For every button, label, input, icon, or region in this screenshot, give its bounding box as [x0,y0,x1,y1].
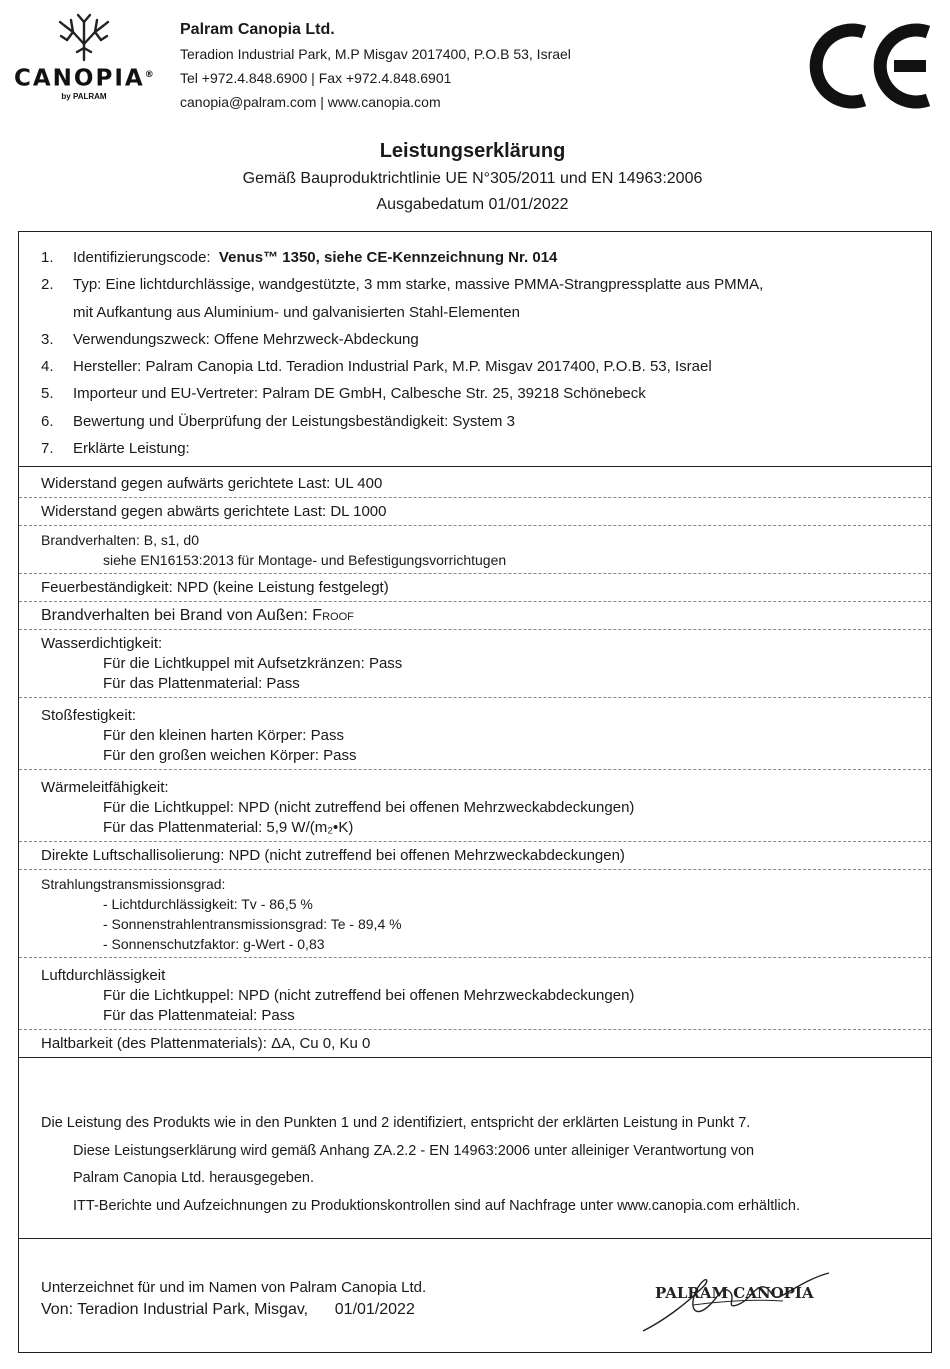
declaration-frame [18,231,932,1353]
company-email-web: canopia@palram.com | www.canopia.com [180,94,441,110]
performance-table [19,467,931,1087]
list-item: 6. Bewertung und Überprüfung der Leistungsbeständigkeit: System 3 [41,412,515,430]
title-block [0,136,945,218]
issue-date: Ausgabedatum 01/01/2022 [376,196,569,213]
declaration-statement: Die Leistung des Produkts wie in den Punkten 1 und 2 identifiziert, entspricht der erklärten Leistung in Punkt 7. Diese Leistungserklärung wird gemäß Anhang ZA.2.2 - EN 14963:2006 unter alleiniger Verantwortung von Palram Canopia Ltd. herausgegeben. ITT-Berichte und Aufzeichnungen zu Produktionskontrollen sind auf Nachfrage unter www.canopia.com erhältlich. [41,1115,801,1214]
signatory-block [41,1277,426,1321]
company-name: Palram Canopia Ltd. [180,21,335,38]
regulation-subtitle: Gemäß Bauproduktrichtlinie UE N°305/2011 und EN 14963:2006 [242,170,703,187]
signature-section [19,1238,931,1354]
list-item: 7. Erklärte Leistung: [41,440,190,458]
list-item: 4. Hersteller: Palram Canopia Ltd. Teradion Industrial Park, M.P. Misgav 2017400, P.O.B. 53, Israel [41,358,712,376]
watertightness-row: Wasserdichtigkeit: Für die Lichtkuppel mit Aufsetzkränzen: Pass Für das Plattenmaterial: Pass [19,630,931,698]
identification-label: Identifizierungscode: [73,249,219,266]
impact-resistance-row: Stoßfestigkeit: Für den kleinen harten Körper: Pass Für den großen weichen Körper: Pass [19,698,931,770]
company-phone-fax: Tel +972.4.848.6900 | Fax +972.4.848.6901 [180,70,452,86]
company-info [180,18,571,114]
tree-icon [57,12,111,62]
page-title: Leistungserklärung [379,140,566,162]
stamp-text: PALRAM CANOPIA [655,1284,814,1302]
list-item: 3. Verwendungszweck: Offene Mehrzweck-Abdeckung [41,330,419,348]
fire-behaviour-row: Brandverhalten: B, s1, d0 siehe EN16153:2013 für Montage- und Befestigungsvorrichtugen [19,526,931,574]
list-item: 5. Importeur und EU-Vertreter: Palram DE GmbH, Calbesche Str. 25, 39218 Schönebeck [41,385,646,403]
place-date-line: Von: Teradion Industrial Park, Misgav, 01/01/2022 [41,1301,415,1318]
numbered-section [19,232,931,467]
external-fire-row: Brandverhalten bei Brand von Außen: Froof [19,602,931,630]
fire-resistance-row: Feuerbeständigkeit: NPD (keine Leistung festgelegt) [19,574,931,602]
document-header [0,0,950,130]
ce-mark-icon [806,18,936,114]
identification-code: Venus™ 1350, siehe CE-Kennzeichnung Nr. 014 [218,249,558,266]
download-row: Widerstand gegen abwärts gerichtete Last: DL 1000 [19,498,931,526]
numbered-list [41,244,763,462]
air-permeability-row: Luftdurchlässigkeit Für die Lichtkuppel: NPD (nicht zutreffend bei offenen Mehrzweckabdeckungen) Für das Plattenmateial: Pass [19,958,931,1030]
durability-row: Haltbarkeit (des Plattenmaterials): ΔA, Cu 0, Ku 0 [19,1030,931,1058]
signature-stamp [633,1265,843,1335]
acoustic-row: Direkte Luftschallisolierung: NPD (nicht zutreffend bei offenen Mehrzweckabdeckungen) [19,842,931,870]
company-address: Teradion Industrial Park, M.P Misgav 2017400, P.O.B 53, Israel [180,46,571,62]
signed-for-line: Unterzeichnet für und im Namen von Palram Canopia Ltd. [41,1279,427,1296]
list-item: 2. Typ: Eine lichtdurchlässige, wandgestützte, 3 mm starke, massive PMMA-Strangpressplatte aus PMMA, [41,276,764,294]
canopia-logo [14,12,154,116]
radiation-row: Strahlungstransmissionsgrad: - Lichtdurchlässigkeit: Tv - 86,5 % - Sonnenstrahlentransmissionsgrad: Te - 89,4 % - Sonnenschutzfaktor: g-Wert - 0,83 [19,870,931,958]
logo-wordmark: CANOPIA® [14,65,156,92]
uplift-row: Widerstand gegen aufwärts gerichtete Last: UL 400 [19,467,931,498]
list-item: mit Aufkantung aus Aluminium- und galvanisierten Stahl-Elementen [73,303,520,321]
logo-subtitle: by PALRAM [61,91,107,101]
thermal-conductivity-row: Wärmeleitfähigkeit: Für die Lichtkuppel: NPD (nicht zutreffend bei offenen Mehrzweckabdeckungen) Für das Plattenmaterial: 5,9 W/(m₂•K) [19,770,931,842]
list-item: 1. Identifizierungscode: Venus™ 1350, siehe CE-Kennzeichnung Nr. 014 [41,249,558,266]
